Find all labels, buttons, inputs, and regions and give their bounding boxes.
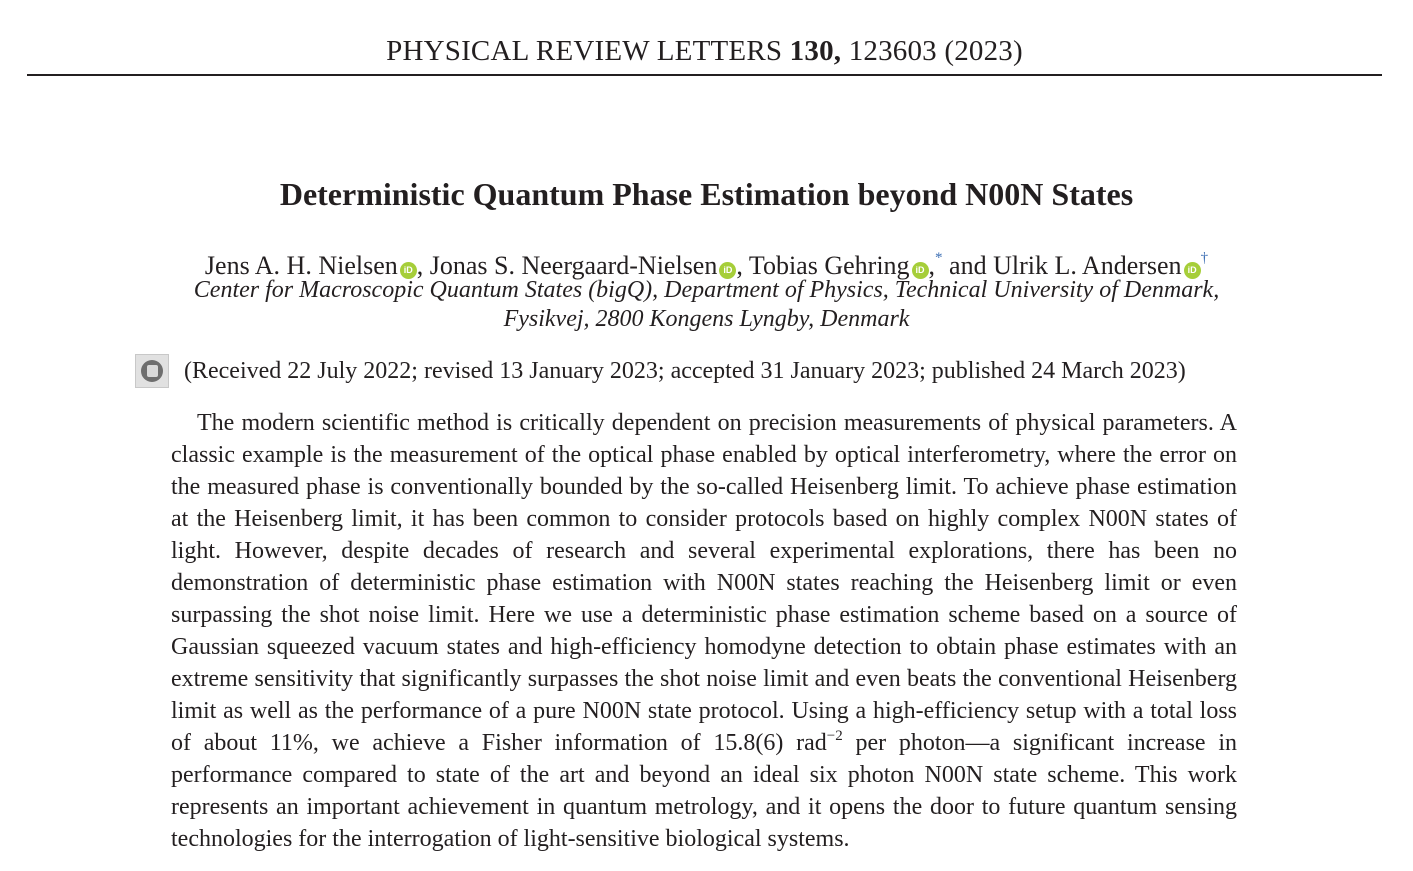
abstract-text: The modern scientific method is critically dependent on precision measurements of physical parameters. A classic example is the measurement of the optical phase enabled by optical interferometry, where the error on the measured phase is conventionally bounded by the so-called Heisenberg limit. To achieve phase estimation at the Heisenberg limit, it has been common to consider protocols based on highly complex N00N states of light. However, despite decades of research and several experimental explorations, there has been no demonstration of deterministic phase estimation with N00N states reaching the Heisenberg limit or even surpassing the shot noise limit. Here we use a deterministic phase estimation scheme based on a source of Gaussian squeezed vacuum states and high-efficiency homodyne detection to obtain phase estimates with an extreme sensitivity that significantly surpasses the shot noise limit and even beats the conventional Heisenberg limit as well as the performance of a pure N00N state protocol. Using a high-efficiency setup with a total loss of about 11%, we achieve a Fisher information of 15.8(6) rad xyxy=(171,410,1237,756)
footnote-marker[interactable]: † xyxy=(1200,250,1209,266)
footnote-marker[interactable]: * xyxy=(935,250,943,266)
paper-title: Deterministic Quantum Phase Estimation beyond N00N States xyxy=(279,176,1134,212)
abstract xyxy=(171,407,1237,855)
author-name[interactable]: Jonas S. Neergaard-Nielsen xyxy=(429,251,718,280)
author-name[interactable]: Ulrik L. Andersen xyxy=(993,251,1182,280)
abstract-text: per photon—a significant increase in performance compared to state of the art and beyond an ideal six photon N00N state scheme. This work represents an important achievement in quantum metrology, and it opens the door to future quantum sensing technologies for the interrogation of light-sensitive biological systems. xyxy=(171,730,1237,852)
dates-row xyxy=(0,354,1413,388)
orcid-icon[interactable]: iD xyxy=(400,262,417,279)
affiliation xyxy=(0,276,1413,334)
journal-citation xyxy=(27,33,1382,69)
orcid-icon[interactable]: iD xyxy=(912,262,929,279)
author-separator: , xyxy=(416,251,430,280)
journal-volume: 130, xyxy=(789,35,842,67)
affiliation-line: Fysikvej, 2800 Kongens Lyngby, Denmark xyxy=(503,306,910,332)
journal-name: PHYSICAL REVIEW LETTERS xyxy=(386,35,783,67)
author-separator: , xyxy=(928,251,936,280)
author-separator: , xyxy=(736,251,749,280)
author-name[interactable]: Jens A. H. Nielsen xyxy=(204,251,398,280)
publication-dates: (Received 22 July 2022; revised 13 January 2023; accepted 31 January 2023; published 24 March 2023) xyxy=(184,358,1186,384)
crossmark-bookmark xyxy=(147,365,158,377)
orcid-icon[interactable]: iD xyxy=(1184,262,1201,279)
affiliation-line: Center for Macroscopic Quantum States (bigQ), Department of Physics, Technical University of Denmark, xyxy=(193,277,1220,303)
article-number: 123603 (2023) xyxy=(848,35,1023,67)
author-conjunction: and xyxy=(942,251,994,280)
author-name[interactable]: Tobias Gehring xyxy=(748,251,910,280)
unit-exponent: −2 xyxy=(826,728,843,744)
orcid-icon[interactable]: iD xyxy=(719,262,736,279)
crossmark-icon[interactable] xyxy=(135,354,169,388)
journal-header xyxy=(27,0,1382,76)
